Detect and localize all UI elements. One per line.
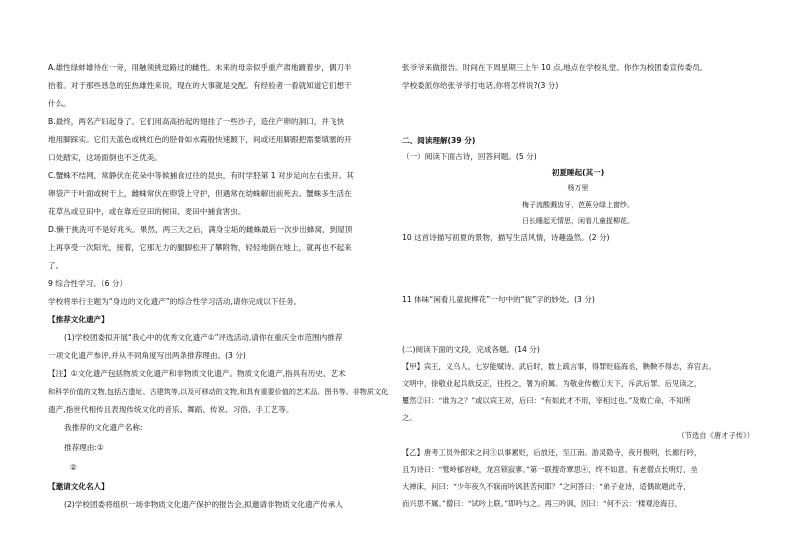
- section-invite-celebrity: 【邀请文化名人】: [48, 482, 109, 491]
- task-2-line-3: 学校委派你给张爷爷打电话,你将怎样说?(3 分): [402, 81, 559, 90]
- task-2-line-1: (2)学校团委将组织一场非物质文化遗产保护的报告会,拟邀请非物质文化遗产传承人: [64, 500, 343, 509]
- option-c-line-1: C.蟹蛛不结网，常静伏在花朵中等候捕食过往的昆虫，有时学胫第 1 对步足向左右张开。其: [48, 171, 354, 180]
- section-recommend-heritage: 【推荐文化遗产】: [48, 315, 109, 324]
- question-11: 11 体味“闲看儿童捉柳花”一句中的“捉”字的妙处。(3 分): [402, 295, 595, 304]
- option-b-line-2: 地用脚踩实。它们天蓝色或桃红色的胫骨如水霞般快速踱下，间或还用脚跟把需要填塞的开: [48, 135, 352, 144]
- task-1-line-1: (1)学校团委拟开展“我心中的优秀文化遗产①”评选活动,请你在重庆全市范围内推荐: [64, 333, 343, 342]
- question-9-intro: 学校将举行主题为“身边的文化遗产”的综合性学习活动,请你完成以下任务。: [48, 297, 302, 306]
- poem-instruction: （一）阅读下面古诗，回答问题。(5 分): [402, 152, 537, 161]
- note-line-1: 【注】①文化遗产包括物质文化遗产和非物质文化遗产。物质文化遗产,指具有历史、艺术: [48, 369, 346, 378]
- passage-a-source: （节选自《唐才子传》）: [677, 431, 754, 440]
- passage-a-line-2: 文明中，徐敬业起兵欲反正，往投之，署为府属。为敬业传檄①天下，斥武后罪。后见读之，: [402, 379, 702, 388]
- passage-a-line-4: 之。: [402, 413, 417, 422]
- option-a-line-3: 什么。: [48, 99, 71, 108]
- passage-b-line-2: 且为诗曰：“鹫岭郁岧峣，龙宫锁寂寥。”第一联搜奇覃思④，终不如意。有老僧点长明灯，坐: [402, 465, 698, 474]
- passage-a-line-1: 【甲】宾王，义乌人。七岁能赋诗。武后时，数上疏言事，得罪贬临海丞，鞅鞅不得志，弃官去。: [402, 362, 716, 371]
- passage-a-line-3: 矍然②曰：“谁为之？”或以宾王对，后曰：“有如此才不用，宰相过也。”及败亡命，不知所: [402, 396, 691, 405]
- passage-b-line-4: 而兴思不属。”僧曰：“试吟上联。”即吟与之。再三吟讽，因曰：“何不云：‘楼观沧海日，: [402, 499, 682, 508]
- note-line-2: 和科学价值的文物,包括古遗址、古建筑等,以及可移动的文物,和具有重要价值的艺术品、图书等。非物质文化: [48, 387, 389, 396]
- passage-b-line-1: 【乙】唐考工员外郎宋之问③以事累贬，后放还，至江南。游灵隐寺，夜月极明，长廊行吟，: [402, 448, 702, 457]
- passage-b-line-3: 大禅床，问曰：“少年夜久不寐而吟讽甚苦何耶？”之问答曰：“弟子业诗，适偶欲题此寺，: [402, 482, 691, 491]
- option-b-line-3: 口处踏实，这场面倒也不乏优美。: [48, 153, 162, 162]
- section-2-title: 二、阅读理解(39 分): [402, 136, 476, 145]
- option-c-line-3: 花草丛或豆田中，或在靠近豆田的树田、麦田中捕食害虫。: [48, 207, 246, 216]
- question-9-title: 9 综合性学习。（6 分）: [48, 279, 128, 288]
- poem-author: 杨万里: [567, 184, 589, 192]
- passage-instruction: (二)阅读下面的文段，完成各题。(14 分): [402, 345, 540, 354]
- option-d-line-3: 了。: [48, 261, 64, 270]
- question-10: 10 这首诗描写初夏的景物，描写生活风情，诗趣盎然。(2 分): [402, 233, 610, 242]
- option-d-line-2: 上再享受一次阳光，接着，它那无力的腿脚松开了攀附物，轻轻地倒在地上，就再也不起来: [48, 243, 352, 252]
- poem-line-1: 梅子流酸溅齿牙，芭蕉分绿上窗纱。: [522, 201, 634, 209]
- reason-1-prompt: 推荐理由:①: [64, 443, 104, 452]
- heritage-name-prompt: 我推荐的文化遗产名称:: [64, 423, 143, 432]
- reason-2-prompt: ②: [70, 463, 77, 472]
- option-a-line-2: 抬着。对于那些恳急的狂热雄性来说，现在的大事就是交配。有经验者一看就知道它们想干: [48, 81, 352, 90]
- poem-line-2: 日长睡起无情思，闲看儿童捉柳花。: [522, 217, 634, 225]
- option-c-line-2: 卵袋产于叶面或树干上，雌蛛常伏在卵袋上守护，但遇常在幼蛛解出前死去。蟹蛛多生活在: [48, 189, 352, 198]
- task-2-line-2: 张爷爷来做报告。时间在下周星期三上午 10 点,地点在学校礼堂。你作为校团委宣传委员,: [402, 63, 703, 72]
- poem-title: 初夏睡起(其一): [551, 168, 605, 177]
- option-b-line-1: B.最终，两名产妇起身了。它们用高高抬起的翅挂了一些沙子，造住产卵的洞口，并飞快: [48, 117, 345, 126]
- note-line-3: 遗产,指世代相传且表现传统文化的音乐、舞蹈、传说、习俗、手工艺等。: [48, 405, 294, 414]
- option-a-line-1: A.雄性绿蚌雄待在一旁，用触须挑逗路过的雌性。未来的母亲似乎重产肃地踱着步，偶刀半: [48, 63, 352, 72]
- task-1-line-2: 一项文化遗产参评,并从不同角度写出两条推荐理由。(3 分): [48, 351, 246, 360]
- option-d-line-1: D.懒于挑洗可不是好兆头。果然，两三天之后，满身尘垢的雌蛛最后一次步出蜂窝，到屋顶: [48, 225, 353, 234]
